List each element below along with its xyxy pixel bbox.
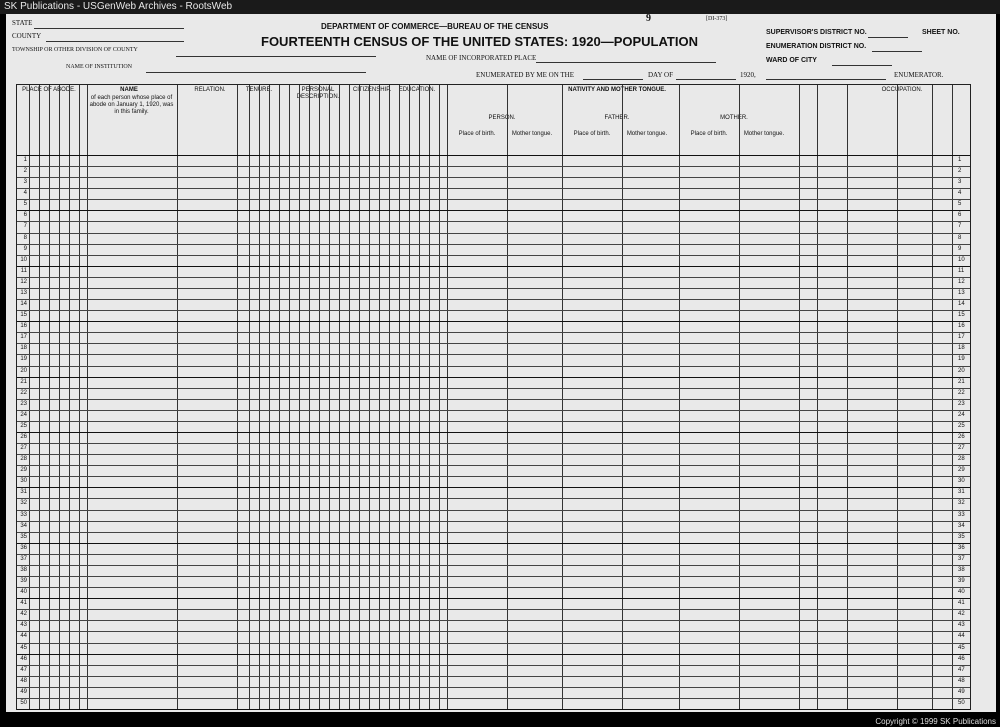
row-rule bbox=[17, 709, 970, 710]
row-rule bbox=[17, 687, 970, 688]
row-rule bbox=[17, 166, 970, 167]
row-number-left: 2 bbox=[23, 168, 27, 175]
column-rule bbox=[562, 85, 563, 709]
row-rule bbox=[17, 343, 970, 344]
column-rule bbox=[249, 85, 250, 709]
row-number-left: 33 bbox=[20, 511, 27, 518]
place-of-abode-header: PLACE OF ABODE. bbox=[22, 87, 76, 93]
column-rule bbox=[952, 85, 953, 709]
enumeration-district-label: ENUMERATION DISTRICT NO. bbox=[766, 43, 867, 50]
column-rule bbox=[49, 85, 50, 709]
source-banner: SK Publications - USGenWeb Archives - RootsWeb bbox=[0, 0, 1000, 14]
column-rule bbox=[177, 85, 178, 709]
row-number-right: 40 bbox=[958, 589, 965, 596]
enumerated-day-field bbox=[583, 79, 643, 80]
tenure-header: TENURE. bbox=[245, 87, 273, 93]
county-field bbox=[46, 41, 184, 42]
row-rule bbox=[17, 321, 970, 322]
row-number-left: 7 bbox=[23, 223, 27, 230]
column-rule bbox=[39, 85, 40, 709]
column-rule bbox=[309, 85, 310, 709]
column-rule bbox=[29, 85, 30, 709]
mother-header: MOTHER. bbox=[720, 115, 748, 121]
column-rule bbox=[279, 85, 280, 709]
row-number-left: 30 bbox=[20, 478, 27, 485]
row-rule bbox=[17, 288, 970, 289]
row-number-right: 34 bbox=[958, 522, 965, 529]
row-number-left: 50 bbox=[20, 699, 27, 706]
row-number-right: 25 bbox=[958, 422, 965, 429]
column-rule bbox=[289, 85, 290, 709]
row-number-right: 10 bbox=[958, 256, 965, 263]
row-number-right: 1 bbox=[958, 157, 962, 163]
enumerated-label: ENUMERATED BY ME ON THE bbox=[476, 71, 574, 79]
father-header: FATHER. bbox=[604, 115, 630, 121]
column-rule bbox=[817, 85, 818, 709]
row-number-right: 49 bbox=[958, 688, 965, 695]
row-number-left: 21 bbox=[20, 378, 27, 385]
column-rule bbox=[389, 85, 390, 709]
column-rule bbox=[897, 85, 898, 709]
row-rule bbox=[17, 421, 970, 422]
row-number-left: 37 bbox=[20, 555, 27, 562]
institution-label: NAME OF INSTITUTION bbox=[66, 64, 132, 70]
row-number-right: 24 bbox=[958, 411, 965, 418]
column-rule bbox=[87, 85, 88, 709]
row-rule bbox=[17, 221, 970, 222]
row-rule bbox=[17, 377, 970, 378]
column-rule bbox=[399, 85, 400, 709]
mother-place-of-birth-header: Place of birth. bbox=[690, 131, 728, 137]
row-rule bbox=[17, 654, 970, 655]
row-number-left: 23 bbox=[20, 400, 27, 407]
row-number-right: 15 bbox=[958, 312, 965, 319]
column-rule bbox=[439, 85, 440, 709]
supervisor-district-field bbox=[868, 37, 908, 38]
sheet-number-label: SHEET NO. bbox=[922, 29, 960, 36]
row-number-right: 3 bbox=[958, 179, 962, 186]
row-number-left: 25 bbox=[20, 422, 27, 429]
row-rule bbox=[17, 410, 970, 411]
row-number-left: 36 bbox=[20, 544, 27, 551]
row-number-left: 8 bbox=[23, 234, 27, 241]
relation-header: RELATION. bbox=[194, 87, 226, 93]
row-number-left: 11 bbox=[20, 267, 27, 274]
row-number-right: 21 bbox=[958, 378, 965, 385]
column-rule bbox=[269, 85, 270, 709]
row-number-left: 32 bbox=[20, 500, 27, 507]
township-field bbox=[176, 56, 376, 57]
row-number-left: 43 bbox=[20, 622, 27, 629]
row-number-right: 9 bbox=[958, 245, 962, 252]
row-number-right: 47 bbox=[958, 666, 965, 673]
census-sheet bbox=[6, 14, 996, 712]
nativity-header: NATIVITY AND MOTHER TONGUE. bbox=[568, 87, 666, 93]
column-rule bbox=[79, 85, 80, 709]
column-rule bbox=[259, 85, 260, 709]
year-label: 1920, bbox=[740, 71, 756, 79]
row-number-right: 27 bbox=[958, 445, 965, 452]
personal-description-header: PERSONAL DESCRIPTION. bbox=[296, 87, 340, 100]
row-number-right: 14 bbox=[958, 301, 965, 308]
ward-of-city-label: WARD OF CITY bbox=[766, 57, 817, 64]
row-number-left: 5 bbox=[23, 201, 27, 208]
row-number-left: 31 bbox=[20, 489, 27, 496]
column-rule bbox=[429, 85, 430, 709]
row-rule bbox=[17, 521, 970, 522]
row-rule bbox=[17, 255, 970, 256]
township-label: TOWNSHIP OR OTHER DIVISION OF COUNTY bbox=[12, 47, 138, 53]
row-number-right: 22 bbox=[958, 389, 965, 396]
row-number-left: 24 bbox=[20, 411, 27, 418]
row-rule bbox=[17, 188, 970, 189]
row-number-right: 6 bbox=[958, 212, 962, 219]
supervisor-district-label: SUPERVISOR'S DISTRICT NO. bbox=[766, 29, 867, 36]
row-number-left: 15 bbox=[20, 312, 27, 319]
column-rule bbox=[319, 85, 320, 709]
column-rule bbox=[329, 85, 330, 709]
row-number-left: 12 bbox=[20, 278, 27, 285]
education-header: EDUCATION. bbox=[398, 87, 436, 93]
column-rule bbox=[237, 85, 238, 709]
row-number-left: 34 bbox=[20, 522, 27, 529]
column-rule bbox=[299, 85, 300, 709]
row-number-right: 20 bbox=[958, 367, 965, 374]
row-number-right: 33 bbox=[958, 511, 965, 518]
column-rule bbox=[369, 85, 370, 709]
row-number-left: 45 bbox=[20, 644, 27, 651]
row-number-right: 8 bbox=[958, 234, 962, 241]
row-number-left: 22 bbox=[20, 389, 27, 396]
row-number-right: 26 bbox=[958, 434, 965, 440]
row-rule bbox=[17, 155, 970, 156]
row-number-right: 18 bbox=[958, 345, 965, 352]
row-rule bbox=[17, 310, 970, 311]
row-number-left: 40 bbox=[20, 589, 27, 596]
row-number-left: 10 bbox=[20, 256, 27, 263]
row-rule bbox=[17, 388, 970, 389]
row-number-left: 1 bbox=[23, 157, 27, 163]
row-rule bbox=[17, 554, 970, 555]
column-rule bbox=[447, 85, 448, 709]
row-rule bbox=[17, 454, 970, 455]
row-rule bbox=[17, 598, 970, 599]
row-rule bbox=[17, 643, 970, 644]
row-number-right: 5 bbox=[958, 201, 962, 208]
census-title: FOURTEENTH CENSUS OF THE UNITED STATES: 1920—POPULATION bbox=[261, 34, 698, 49]
row-rule bbox=[17, 676, 970, 677]
person-mother-tongue-header: Mother tongue. bbox=[511, 131, 553, 137]
row-number-left: 46 bbox=[20, 655, 27, 662]
row-number-right: 16 bbox=[958, 323, 965, 330]
column-rule bbox=[679, 85, 680, 709]
row-number-left: 13 bbox=[20, 289, 27, 296]
row-rule bbox=[17, 543, 970, 544]
mother-mother-tongue-header: Mother tongue. bbox=[743, 131, 785, 137]
row-number-right: 23 bbox=[958, 400, 965, 407]
column-rule bbox=[349, 85, 350, 709]
row-number-left: 3 bbox=[23, 179, 27, 186]
incorporated-place-field bbox=[536, 62, 716, 63]
enumeration-district-field bbox=[872, 51, 922, 52]
row-number-right: 45 bbox=[958, 644, 965, 651]
enumerator-field bbox=[766, 79, 886, 80]
row-number-left: 16 bbox=[20, 323, 27, 330]
column-rule bbox=[59, 85, 60, 709]
county-label: COUNTY bbox=[12, 32, 42, 40]
citizenship-header: CITIZENSHIP. bbox=[352, 87, 392, 93]
row-rule bbox=[17, 532, 970, 533]
row-rule bbox=[17, 510, 970, 511]
column-rule bbox=[507, 85, 508, 709]
father-mother-tongue-header: Mother tongue. bbox=[626, 131, 668, 137]
day-of-label: DAY OF bbox=[648, 71, 673, 79]
row-number-right: 38 bbox=[958, 566, 965, 573]
row-number-left: 29 bbox=[20, 467, 27, 474]
person-place-of-birth-header: Place of birth. bbox=[458, 131, 496, 137]
row-rule bbox=[17, 698, 970, 699]
row-number-left: 19 bbox=[20, 356, 27, 363]
row-rule bbox=[17, 299, 970, 300]
column-rule bbox=[932, 85, 933, 709]
row-number-right: 37 bbox=[958, 555, 965, 562]
row-rule bbox=[17, 609, 970, 610]
father-place-of-birth-header: Place of birth. bbox=[573, 131, 611, 137]
row-number-left: 39 bbox=[20, 578, 27, 585]
row-rule bbox=[17, 576, 970, 577]
row-number-left: 26 bbox=[20, 434, 27, 440]
row-rule bbox=[17, 665, 970, 666]
row-number-right: 46 bbox=[958, 655, 965, 662]
row-number-right: 32 bbox=[958, 500, 965, 507]
row-number-right: 19 bbox=[958, 356, 965, 363]
row-rule bbox=[17, 332, 970, 333]
month-field bbox=[676, 79, 736, 80]
row-rule bbox=[17, 487, 970, 488]
column-rule bbox=[359, 85, 360, 709]
column-rule bbox=[847, 85, 848, 709]
name-header: NAME bbox=[120, 87, 138, 93]
row-rule bbox=[17, 244, 970, 245]
row-number-right: 39 bbox=[958, 578, 965, 585]
row-rule bbox=[17, 631, 970, 632]
row-rule bbox=[17, 210, 970, 211]
row-number-left: 41 bbox=[20, 600, 27, 607]
enumerator-label: ENUMERATOR. bbox=[894, 71, 944, 79]
row-rule bbox=[17, 277, 970, 278]
row-number-right: 30 bbox=[958, 478, 965, 485]
row-number-left: 47 bbox=[20, 666, 27, 673]
department-title: DEPARTMENT OF COMMERCE—BUREAU OF THE CENSUS bbox=[321, 22, 549, 31]
row-number-left: 42 bbox=[20, 611, 27, 618]
row-number-right: 42 bbox=[958, 611, 965, 618]
row-rule bbox=[17, 266, 970, 267]
row-rule bbox=[17, 465, 970, 466]
row-rule bbox=[17, 432, 970, 433]
row-number-left: 49 bbox=[20, 688, 27, 695]
row-number-right: 4 bbox=[958, 190, 962, 197]
row-rule bbox=[17, 354, 970, 355]
row-number-right: 7 bbox=[958, 223, 962, 230]
row-number-right: 36 bbox=[958, 544, 965, 551]
row-rule bbox=[17, 565, 970, 566]
row-number-right: 2 bbox=[958, 168, 962, 175]
row-number-left: 17 bbox=[20, 334, 27, 341]
row-number-right: 13 bbox=[958, 289, 965, 296]
state-field bbox=[34, 28, 184, 29]
row-number-left: 44 bbox=[20, 633, 27, 640]
row-rule bbox=[17, 177, 970, 178]
column-rule bbox=[69, 85, 70, 709]
row-number-left: 9 bbox=[23, 245, 27, 252]
column-rule bbox=[622, 85, 623, 709]
form-code: [DI-373] bbox=[706, 16, 728, 22]
row-number-left: 18 bbox=[20, 345, 27, 352]
row-rule bbox=[17, 233, 970, 234]
row-number-left: 20 bbox=[20, 367, 27, 374]
row-rule bbox=[17, 498, 970, 499]
person-header: PERSON. bbox=[488, 115, 516, 121]
row-rule bbox=[17, 199, 970, 200]
row-number-right: 50 bbox=[958, 699, 965, 706]
census-grid bbox=[16, 84, 971, 710]
row-number-left: 48 bbox=[20, 677, 27, 684]
row-rule bbox=[17, 587, 970, 588]
row-number-right: 28 bbox=[958, 456, 965, 463]
name-subheader: of each person whose place of abode on January 1, 1920, was in this family. bbox=[89, 95, 174, 115]
row-number-right: 11 bbox=[958, 267, 965, 274]
row-number-right: 12 bbox=[958, 278, 965, 285]
row-number-right: 31 bbox=[958, 489, 965, 496]
column-rule bbox=[409, 85, 410, 709]
row-number-right: 35 bbox=[958, 533, 965, 540]
state-label: STATE bbox=[12, 19, 33, 27]
column-rule bbox=[739, 85, 740, 709]
row-number-right: 44 bbox=[958, 633, 965, 640]
column-rule bbox=[799, 85, 800, 709]
page-number: 9 bbox=[646, 14, 651, 24]
row-rule bbox=[17, 476, 970, 477]
copyright-footer: Copyright © 1999 SK Publications bbox=[875, 717, 996, 726]
institution-field bbox=[146, 72, 366, 73]
ward-of-city-field bbox=[832, 65, 892, 66]
occupation-header: OCCUPATION. bbox=[881, 87, 923, 93]
row-number-right: 43 bbox=[958, 622, 965, 629]
column-rule bbox=[419, 85, 420, 709]
row-rule bbox=[17, 399, 970, 400]
incorporated-place-label: NAME OF INCORPORATED PLACE bbox=[426, 54, 537, 62]
row-rule bbox=[17, 443, 970, 444]
row-number-right: 17 bbox=[958, 334, 965, 341]
row-number-left: 28 bbox=[20, 456, 27, 463]
column-rule bbox=[379, 85, 380, 709]
row-number-left: 14 bbox=[20, 301, 27, 308]
row-rule bbox=[17, 620, 970, 621]
row-number-right: 48 bbox=[958, 677, 965, 684]
row-number-right: 41 bbox=[958, 600, 965, 607]
row-rule bbox=[17, 366, 970, 367]
row-number-left: 38 bbox=[20, 566, 27, 573]
row-number-left: 4 bbox=[23, 190, 27, 197]
row-number-right: 29 bbox=[958, 467, 965, 474]
row-number-left: 27 bbox=[20, 445, 27, 452]
row-number-left: 6 bbox=[23, 212, 27, 219]
row-number-left: 35 bbox=[20, 533, 27, 540]
column-rule bbox=[339, 85, 340, 709]
